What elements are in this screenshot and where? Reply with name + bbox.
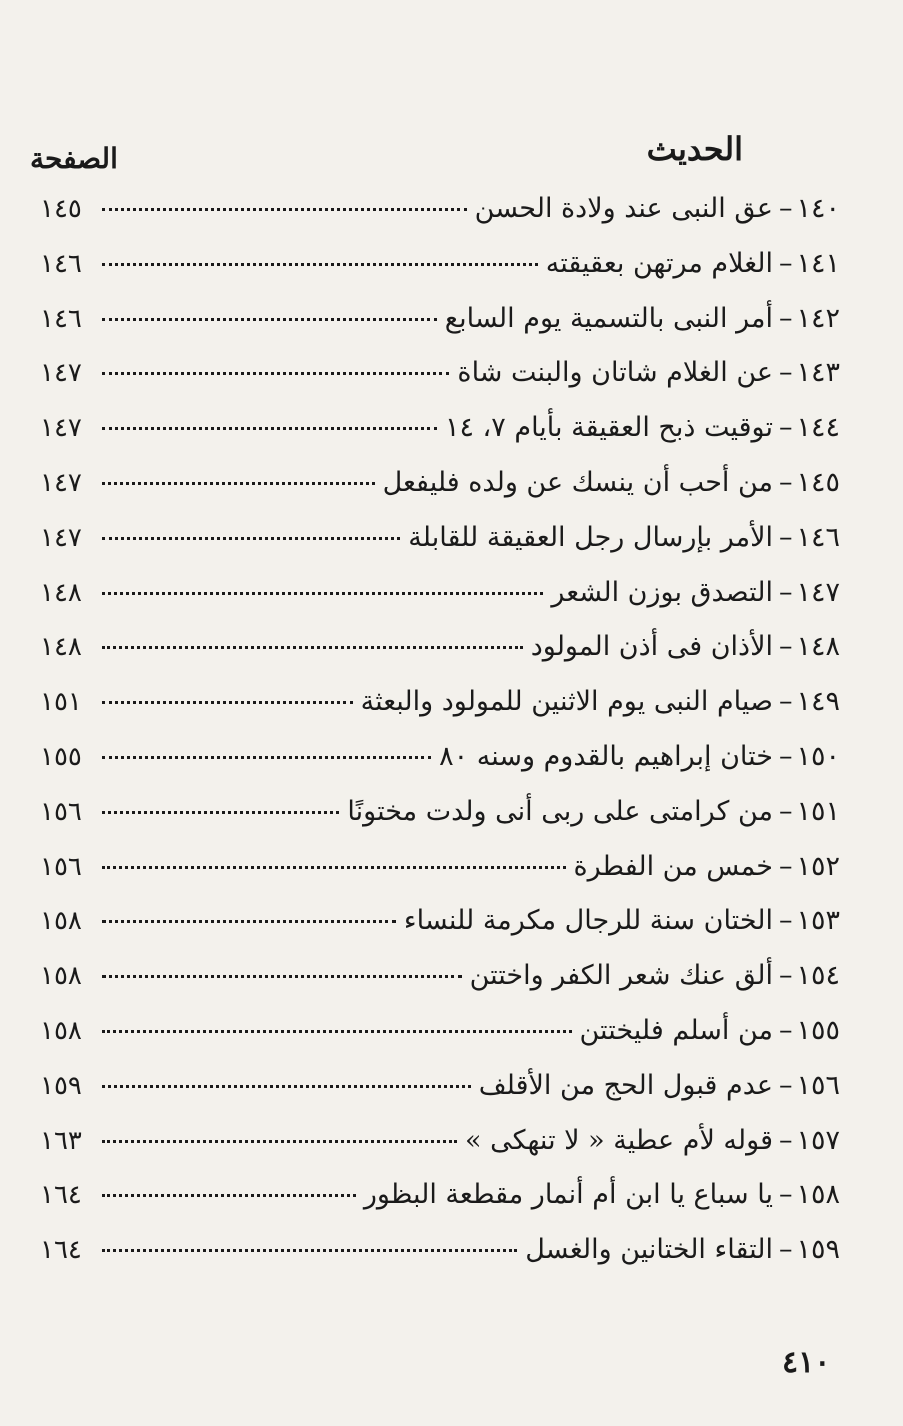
entry-number: ١٤٨ (796, 631, 840, 663)
dot-leader (102, 208, 467, 211)
index-entry (40, 631, 840, 686)
dot-leader (102, 1140, 457, 1143)
dot-leader (102, 866, 566, 869)
dot-leader (102, 1194, 356, 1197)
entry-dash: – (778, 1234, 793, 1266)
entry-page: ١٤٧ (40, 522, 82, 553)
dot-leader (102, 482, 375, 485)
dot-leader (102, 1030, 572, 1033)
dot-leader (102, 920, 396, 923)
entry-title: أمر النبى بالتسمية يوم السابع (444, 302, 773, 334)
index-entry (40, 960, 840, 1015)
index-entry (40, 796, 840, 851)
index-entry (40, 412, 840, 467)
entry-dash: – (778, 1124, 793, 1156)
entry-dash: – (778, 247, 793, 279)
entry-title: قوله لأم عطية « لا تنهكى » (464, 1124, 773, 1156)
entry-number: ١٥٧ (796, 1124, 840, 1156)
entry-page: ١٦٤ (40, 1180, 82, 1211)
entry-title: توقيت ذبح العقيقة بأيام ٧، ١٤ (444, 412, 773, 444)
entry-page: ١٦٤ (40, 1235, 82, 1266)
entry-dash: – (778, 193, 793, 224)
entry-number: ١٥٥ (796, 1014, 840, 1046)
entry-page: ١٤٧ (40, 358, 82, 389)
entry-number: ١٤٧ (796, 576, 840, 608)
entry-number: ١٥٣ (796, 905, 840, 937)
entry-page: ١٥٩ (40, 1070, 82, 1101)
entry-title: ألق عنك شعر الكفر واختتن (469, 960, 773, 992)
entry-title: صيام النبى يوم الاثنين للمولود والبعثة (360, 686, 773, 718)
hadith-column-heading: الحديث (646, 130, 743, 168)
entry-title: ختان إبراهيم بالقدوم وسنه ٨٠ (439, 740, 773, 772)
entry-number: ١٤٦ (796, 521, 840, 553)
index-entry (40, 522, 840, 577)
entry-title: الأذان فى أذن المولود (530, 631, 773, 663)
entry-number: ١٤٢ (796, 302, 840, 334)
entry-title: من أسلم فليختتن (579, 1014, 773, 1046)
entry-title: الغلام مرتهن بعقيقته (545, 247, 773, 279)
entry-page: ١٤٦ (40, 248, 82, 279)
index-entry (40, 686, 840, 741)
dot-leader (102, 701, 353, 704)
entry-page: ١٥٦ (40, 796, 82, 827)
index-entry (40, 357, 840, 412)
entry-title: من كرامتى على ربى أنى ولدت مختونًا (347, 795, 773, 827)
page-number: ٤١٠ (782, 1345, 831, 1380)
entry-dash: – (778, 850, 793, 882)
entry-dash: – (778, 631, 793, 663)
entry-dash: – (778, 302, 793, 334)
entry-dash: – (778, 1069, 793, 1101)
index-entry (40, 303, 840, 358)
entry-dash: – (778, 357, 793, 389)
entry-dash: – (778, 521, 793, 553)
dot-leader (102, 372, 449, 375)
index-entry (40, 741, 840, 796)
entry-page: ١٤٦ (40, 303, 82, 334)
dot-leader (102, 427, 437, 430)
entry-title: التقاء الختانين والغسل (525, 1234, 773, 1266)
entry-number: ١٤٥ (796, 466, 840, 498)
entry-number: ١٥٢ (796, 850, 840, 882)
entry-number: ١٥٦ (796, 1069, 840, 1101)
dot-leader (102, 646, 523, 649)
entry-dash: – (778, 905, 793, 937)
column-headers (30, 130, 743, 180)
entry-title: من أحب أن ينسك عن ولده فليفعل (382, 466, 773, 498)
entry-number: ١٤٩ (796, 686, 840, 718)
entry-title: الختان سنة للرجال مكرمة للنساء (403, 905, 773, 937)
entry-title: عدم قبول الحج من الأقلف (478, 1069, 773, 1101)
entry-page: ١٥٨ (40, 906, 82, 937)
entry-number: ١٤٤ (796, 412, 840, 444)
page-column-heading: الصفحة (30, 142, 118, 175)
index-entry (40, 1234, 840, 1289)
entry-page: ١٤٨ (40, 632, 82, 663)
entry-page: ١٥٦ (40, 851, 82, 882)
entry-number: ١٥٤ (796, 960, 840, 992)
dot-leader (102, 1249, 517, 1252)
entry-page: ١٥٨ (40, 1015, 82, 1046)
entry-title: عق النبى عند ولادة الحسن (474, 193, 773, 224)
index-entry (40, 248, 840, 303)
entry-dash: – (778, 795, 793, 827)
entry-number: ١٥٩ (796, 1234, 840, 1266)
index-entry (40, 467, 840, 522)
entry-page: ١٥١ (40, 687, 82, 718)
entry-page: ١٥٨ (40, 961, 82, 992)
index-entry (40, 1015, 840, 1070)
index-entry (40, 1070, 840, 1125)
entry-number: ١٤٠ (796, 193, 840, 224)
entry-number: ١٥٨ (796, 1179, 840, 1211)
entry-dash: – (778, 466, 793, 498)
entry-title: يا سباع يا ابن أم أنمار مقطعة البظور (363, 1179, 773, 1211)
entry-page: ١٤٧ (40, 413, 82, 444)
entry-dash: – (778, 576, 793, 608)
entry-title: التصدق بوزن الشعر (551, 576, 773, 608)
dot-leader (102, 1085, 471, 1088)
dot-leader (102, 756, 431, 759)
entry-number: ١٤١ (796, 247, 840, 279)
index-entry (40, 577, 840, 632)
index-entry (40, 1179, 840, 1234)
dot-leader (102, 975, 462, 978)
dot-leader (102, 811, 339, 814)
dot-leader (102, 592, 543, 595)
entry-title: خمس من الفطرة (573, 850, 773, 882)
dot-leader (102, 263, 538, 266)
entry-title: الأمر بإرسال رجل العقيقة للقابلة (408, 521, 773, 553)
index-entry (40, 905, 840, 960)
entry-dash: – (778, 1179, 793, 1211)
entry-number: ١٥١ (796, 795, 840, 827)
entry-dash: – (778, 686, 793, 718)
dot-leader (102, 537, 400, 540)
index-entries (40, 193, 840, 1289)
entry-title: عن الغلام شاتان والبنت شاة (457, 357, 773, 389)
entry-dash: – (778, 960, 793, 992)
entry-number: ١٥٠ (796, 740, 840, 772)
entry-page: ١٦٣ (40, 1125, 82, 1156)
index-entry (40, 1125, 840, 1180)
entry-dash: – (778, 1014, 793, 1046)
index-entry (40, 193, 840, 248)
index-entry (40, 851, 840, 906)
entry-page: ١٤٨ (40, 577, 82, 608)
entry-number: ١٤٣ (796, 357, 840, 389)
entry-dash: – (778, 412, 793, 444)
dot-leader (102, 318, 437, 321)
entry-page: ١٤٧ (40, 467, 82, 498)
entry-dash: – (778, 740, 793, 772)
entry-page: ١٥٥ (40, 741, 82, 772)
entry-page: ١٤٥ (40, 194, 82, 224)
